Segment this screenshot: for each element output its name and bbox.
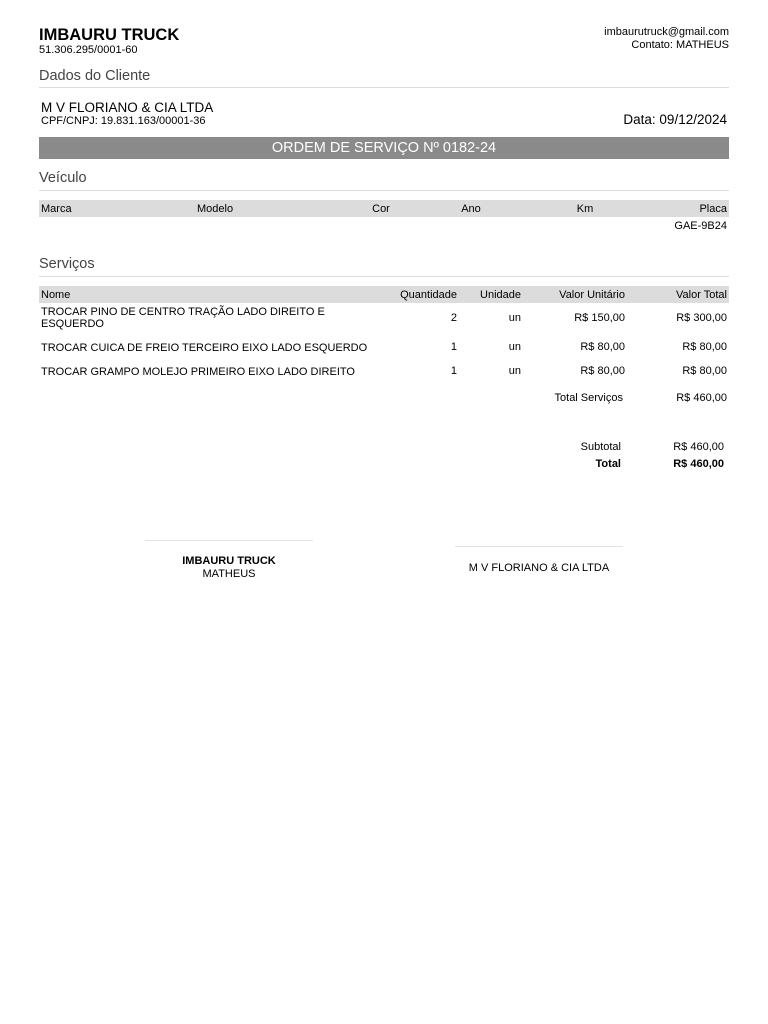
services-header-unit-price: Valor Unitário (523, 286, 627, 303)
vehicle-header-color: Cor (345, 200, 417, 217)
grand-total-label: Total (595, 458, 621, 470)
vehicle-brand (39, 217, 195, 234)
client-document: CPF/CNPJ: 19.831.163/00001-36 (41, 115, 206, 127)
client-section-divider (39, 87, 729, 88)
subtotal-value: R$ 460,00 (673, 441, 724, 453)
order-title-bar: ORDEM DE SERVIÇO Nº 0182-24 (39, 137, 729, 159)
services-header-unit: Unidade (459, 286, 523, 303)
company-cnpj: 51.306.295/0001-60 (39, 44, 138, 56)
client-signature-line (455, 546, 623, 547)
service-total-price: R$ 300,00 (676, 311, 727, 324)
grand-total-value: R$ 460,00 (673, 458, 724, 470)
company-signature-line (145, 540, 313, 541)
vehicle-header-year: Ano (417, 200, 525, 217)
services-section-title: Serviços (39, 256, 95, 272)
services-header-quantity: Quantidade (391, 286, 459, 303)
vehicle-table (39, 200, 729, 234)
services-table-header (39, 286, 729, 303)
services-total-value: R$ 460,00 (676, 392, 727, 404)
vehicle-km (525, 217, 645, 234)
vehicle-section-divider (39, 190, 729, 191)
service-unit: un (508, 365, 521, 377)
table-row (39, 332, 729, 362)
client-signature-name: M V FLORIANO & CIA LTDA (468, 562, 610, 574)
service-unit-price: R$ 80,00 (580, 341, 625, 353)
services-total-label: Total Serviços (554, 392, 623, 404)
services-header-total-price: Valor Total (627, 286, 729, 303)
service-total-price: R$ 80,00 (682, 365, 727, 377)
company-signature-name: IMBAURU TRUCK (182, 555, 276, 567)
table-row (39, 217, 729, 234)
service-name: TROCAR GRAMPO MOLEJO PRIMEIRO EIXO LADO DIREITO (41, 365, 355, 378)
service-name: TROCAR CUICA DE FREIO TERCEIRO EIXO LADO ESQUERDO (41, 341, 368, 354)
vehicle-year (417, 217, 525, 234)
service-unit-price: R$ 150,00 (574, 311, 625, 324)
vehicle-header-model: Modelo (195, 200, 345, 217)
vehicle-model (195, 217, 345, 234)
services-section-divider (39, 276, 729, 277)
table-row (39, 303, 729, 332)
vehicle-header-brand: Marca (39, 200, 195, 217)
company-email: imbaurutruck@gmail.com (604, 26, 729, 38)
services-table (39, 286, 729, 380)
services-header-name: Nome (39, 286, 391, 303)
service-name: TROCAR PINO DE CENTRO TRAÇÃO LADO DIREITO E ESQUERDO (41, 306, 325, 330)
service-unit: un (508, 311, 521, 324)
service-quantity: 2 (450, 311, 457, 324)
client-section-title: Dados do Cliente (39, 68, 151, 84)
subtotal-label: Subtotal (580, 441, 621, 453)
vehicle-header-km: Km (525, 200, 645, 217)
vehicle-color (345, 217, 417, 234)
service-unit: un (508, 341, 521, 353)
vehicle-header-plate: Placa (645, 200, 729, 217)
vehicle-plate: GAE-9B24 (674, 219, 727, 232)
vehicle-table-header (39, 200, 729, 217)
company-name: IMBAURU TRUCK (39, 26, 180, 44)
service-quantity: 1 (450, 341, 457, 353)
service-total-price: R$ 80,00 (682, 341, 727, 353)
client-name: M V FLORIANO & CIA LTDA (41, 100, 214, 115)
company-contact-block (604, 26, 729, 52)
order-date: Data: 09/12/2024 (623, 112, 727, 127)
company-signature-person: MATHEUS (202, 568, 256, 580)
service-quantity: 1 (450, 365, 457, 377)
vehicle-section-title: Veículo (39, 170, 87, 186)
service-unit-price: R$ 80,00 (580, 365, 625, 377)
table-row (39, 362, 729, 380)
company-contact-person: Contato: MATHEUS (631, 39, 729, 51)
